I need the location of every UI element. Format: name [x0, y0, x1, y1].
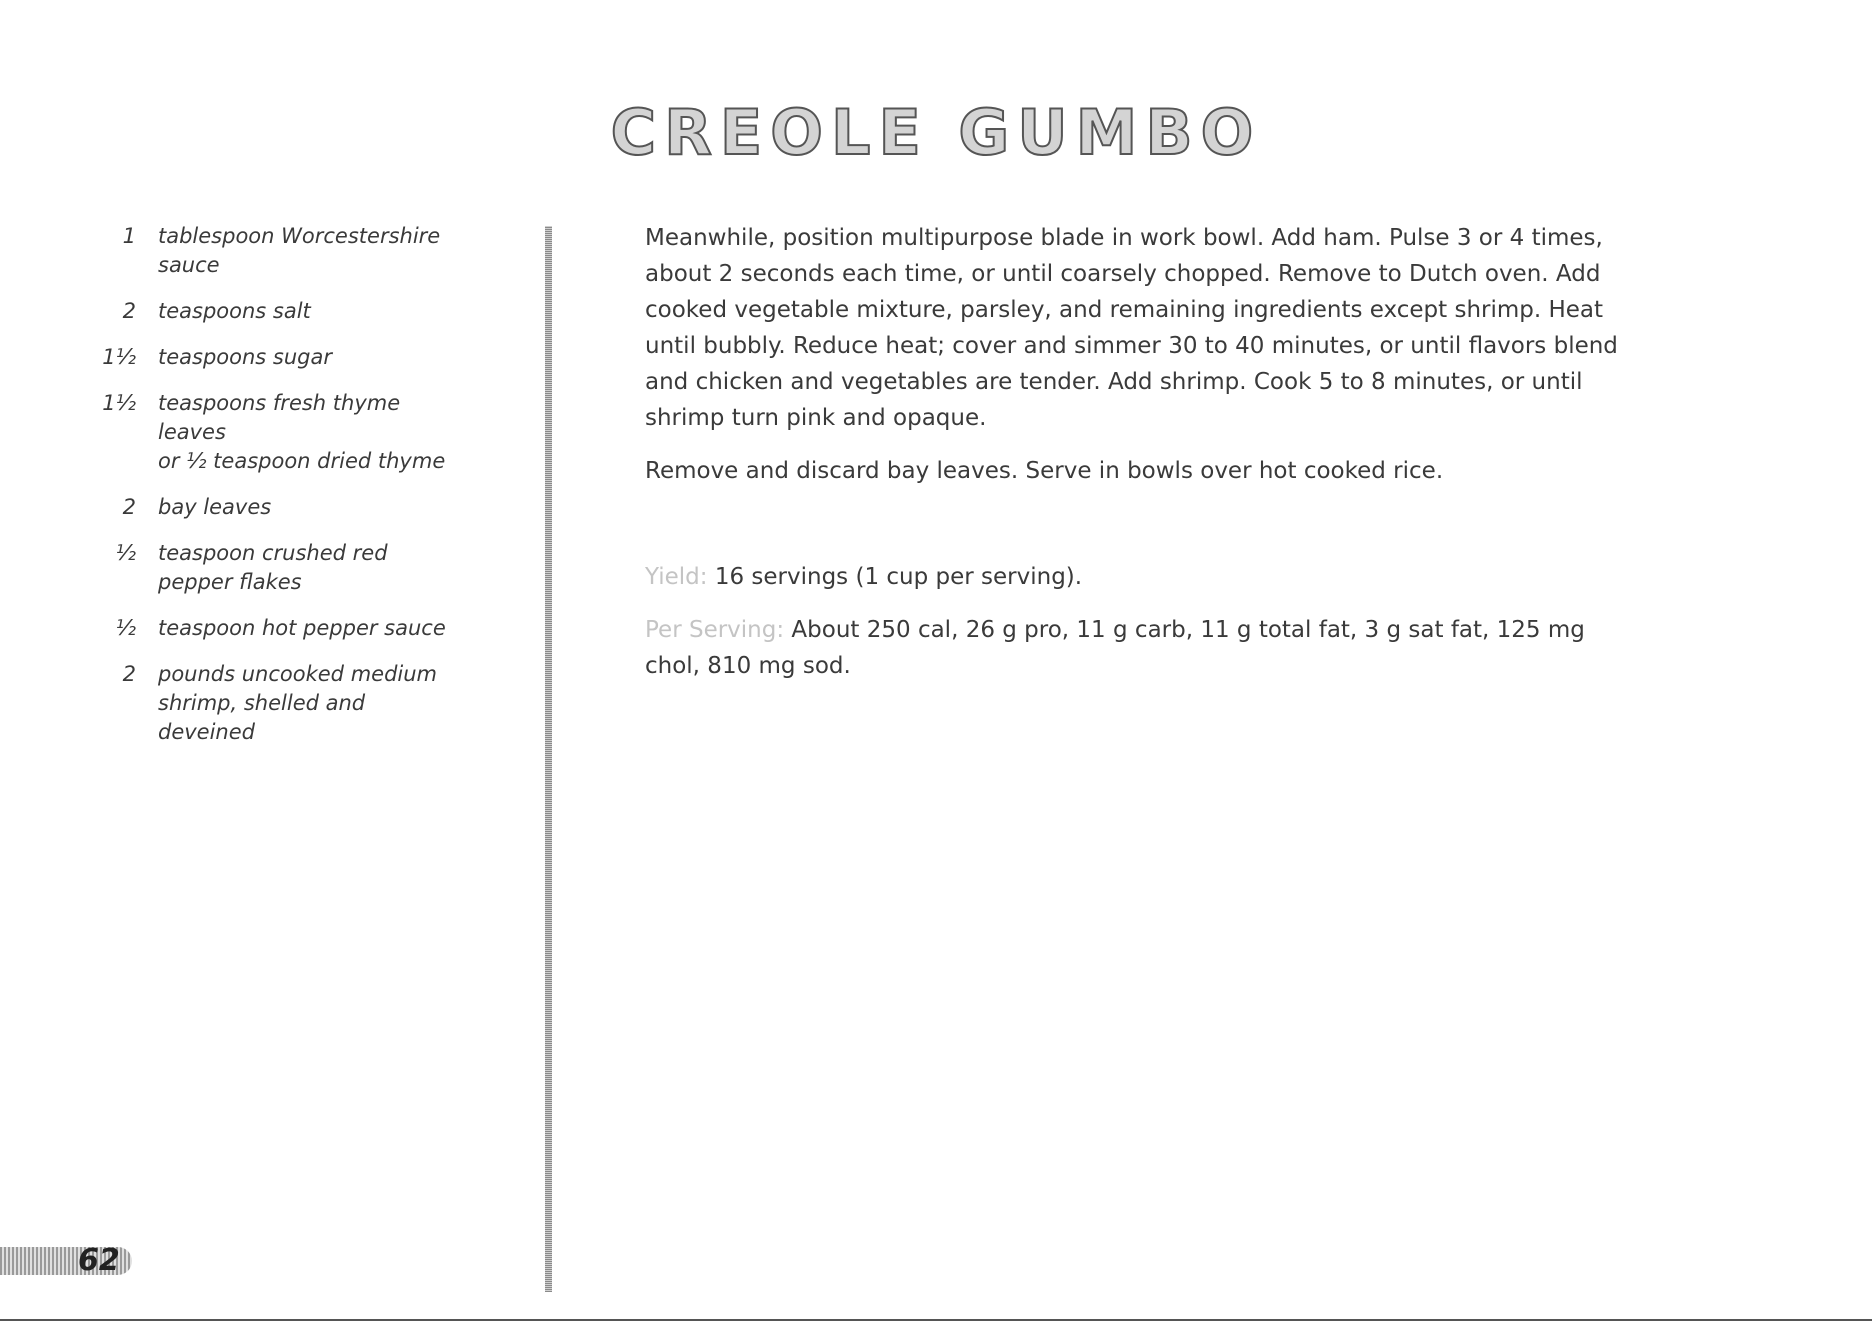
ingredient-item [100, 389, 520, 476]
ingredient-quantity: 2 [122, 495, 136, 519]
ingredient-item [100, 539, 520, 597]
ingredient-text: teaspoon crushed red pepper flakes [158, 541, 388, 594]
ingredient-quantity: 1½ [102, 391, 136, 415]
yield-value: 16 servings (1 cup per serving). [714, 564, 1083, 590]
per-serving-label: Per Serving: [645, 617, 785, 643]
direction-paragraph: Meanwhile, position multipurpose blade in work bowl. Add ham. Pulse 3 or 4 times, about 2 seconds each time, or until coarsely chopped. Remove to Dutch oven. Add cooked vegetable mixture, parsley, and remaining ingredients except shrimp. Heat until bubbly. Reduce heat; cover and simmer 30 to 40 minutes, or until flavors blend and chicken and vegetables are tender. Add shrimp. Cook 5 to 8 minutes, or until shrimp turn pink and opaque. [645, 225, 1618, 431]
ingredient-item [100, 660, 520, 747]
ingredient-text: pounds uncooked medium shrimp, shelled and deveined [158, 662, 437, 744]
ingredient-text: bay leaves [158, 495, 272, 519]
ingredient-list [100, 222, 520, 764]
ingredient-quantity: 2 [122, 299, 136, 323]
ingredient-item [100, 493, 520, 522]
per-serving-line [645, 612, 1645, 684]
yield-label: Yield: [645, 564, 708, 590]
ingredient-quantity: ½ [115, 616, 136, 640]
yield-line [645, 559, 1645, 595]
ingredient-text: teaspoons salt [158, 299, 311, 323]
ingredient-quantity: 1½ [102, 345, 136, 369]
ingredient-quantity: ½ [115, 541, 136, 565]
ingredient-item [100, 614, 520, 643]
ingredient-text: tablespoon Worcestershire sauce [158, 224, 441, 277]
nutrition-info [645, 559, 1645, 701]
ingredient-item [100, 297, 520, 326]
ingredient-text: teaspoons fresh thyme leaves or ½ teaspoon dried thyme [158, 391, 446, 473]
ingredient-quantity: 2 [122, 662, 136, 686]
ingredient-item [100, 222, 520, 280]
ingredient-item [100, 343, 520, 372]
column-divider [545, 226, 552, 1292]
ingredient-text: teaspoon hot pepper sauce [158, 616, 446, 640]
ingredient-text: teaspoons sugar [158, 345, 332, 369]
directions [645, 220, 1645, 506]
direction-paragraph: Remove and discard bay leaves. Serve in bowls over hot cooked rice. [645, 458, 1444, 484]
ingredient-quantity: 1 [122, 224, 136, 248]
per-serving-value: About 250 cal, 26 g pro, 11 g carb, 11 g total fat, 3 g sat fat, 125 mg chol, 810 mg sod. [645, 617, 1585, 679]
recipe-title: CREOLE GUMBO [610, 96, 1262, 169]
page-number: 62 [78, 1243, 120, 1278]
